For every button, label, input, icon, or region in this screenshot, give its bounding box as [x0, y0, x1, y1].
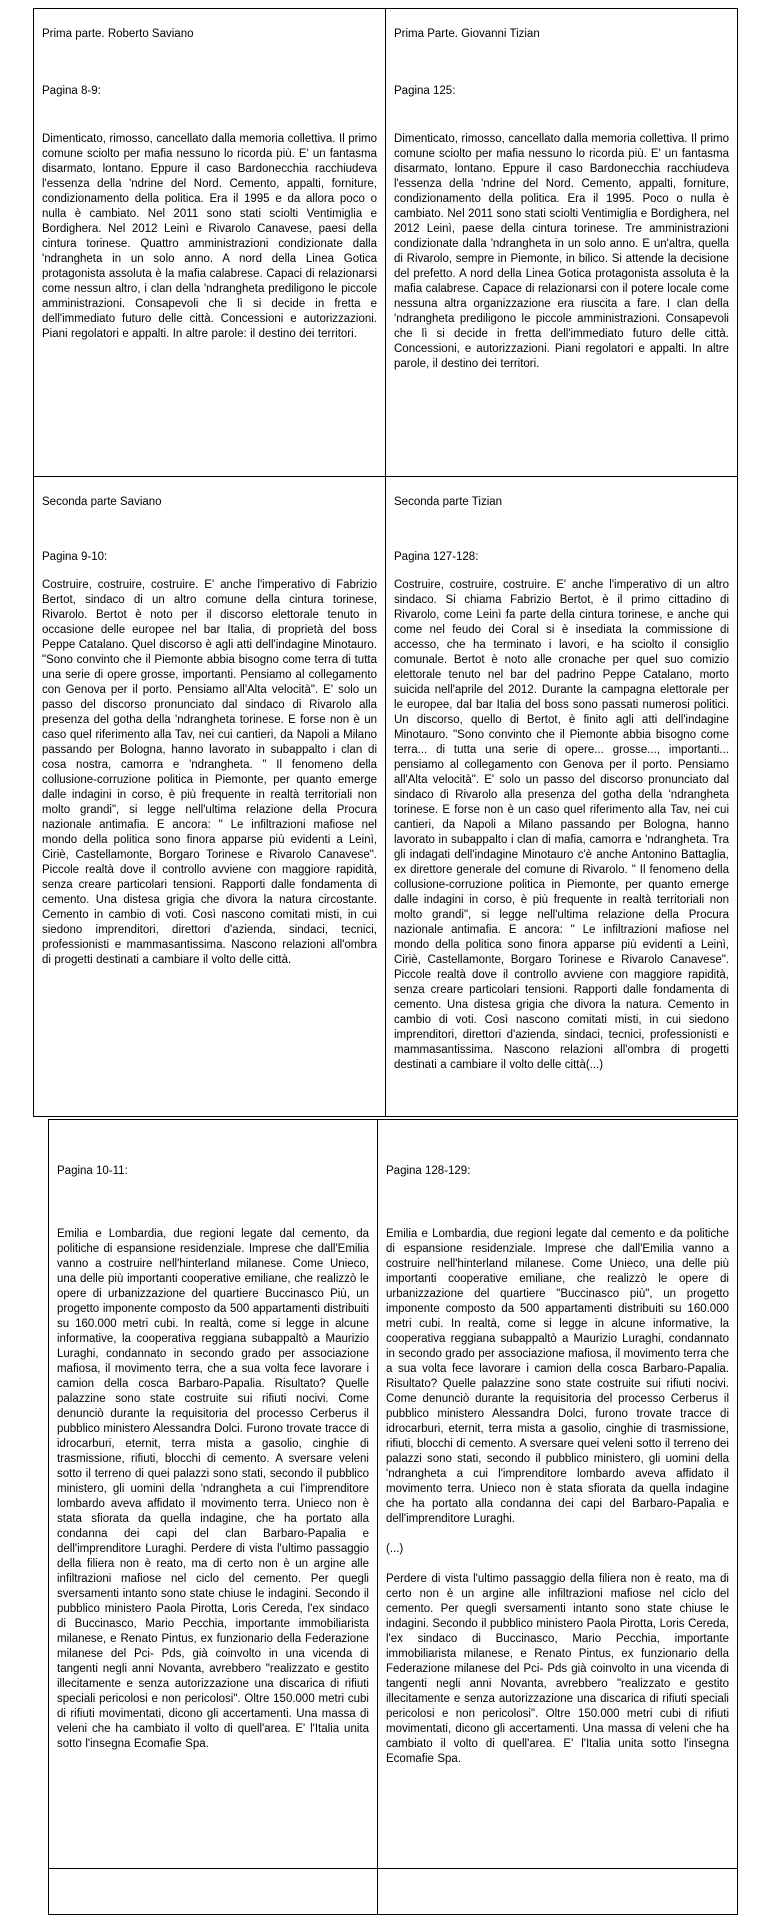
- comparison-table-2: [48, 1119, 738, 1915]
- body-text-tizian-1: Dimenticato, rimosso, cancellato dalla memoria collettiva. Il primo comune sciolto per mafia nessuno lo ricorda più. E' un fantasma disarmato, lontano. Eppure il caso Bardonecchia racchiudeva l'essenza della 'ndrine del Nord. Cemento, appalti, forniture, condizionamento della politica. Era il 1995. Poco o nulla è cambiato. Nel 2011 sono stati sciolti Ventimiglia e Bordighera, nel 2012 Leinì, paese della cintura torinese. Tre amministrazioni condizionate dalla 'ndrangheta in un solo anno. E un'altra, quella di Rivarolo, sempre in Piemonte, in bilico. Si attende la decisione del prefetto. A nord della Linea Gotica protagonista assoluta è la mafia calabrese. Capace di relazionarsi con il potere locale come nessuna altra organizzazione era riuscita a fare. I clan della 'ndrangheta prediligono le piccole amministrazioni. Consapevoli che lì si decide in fretta dell'immediato futuro delle città. Concessioni, e autorizzazioni. Piani regolatori e appalti. In altre parole, il destino dei territori.: [394, 133, 729, 370]
- body-text-saviano-3: Emilia e Lombardia, due regioni legate dal cemento, da politiche di espansione residenziale. Imprese che dall'Emilia vanno a costruire nell'hinterland milanese. Come Unieco, una delle più importanti cooperative emiliane, che realizzò le opere di urbanizzazione del quartiere Buccinasco Più, un progetto imponente composto da 500 appartamenti distribuiti su 160.000 metri cubi. In realtà, come si legge in alcune informative, la cooperativa reggiana subappaltò a Maurizio Luraghi, condannato in secondo grado per associazione mafiosa, il movimento terra, che a sua volta fece lavorare i camion della cosca Barbaro-Papalia. Risultato? Quelle palazzine sono state costruite sui rifiuti nocivi. Come denunciò durante la requisitoria del processo Cerberus il pubblico ministero Alessandra Dolci. Furono trovate tracce di idrocarburi, eternit, terra mista a gasolio, cinghie di trasmissione, rifiuti, blocchi di cemento. A sversare veleni sotto il terreno di quei palazzi sono stati, secondo il pubblico ministero, gli uomini della 'ndrangheta a cui l'imprenditore lombardo aveva affidato il movimento terra. Unieco non è stata sfiorata da quella indagine, che ha portato alla condanna dei capi del clan Barbaro-Papalia e dell'imprenditore Luraghi. Perdere di vista l'ultimo passaggio della filiera non è reato, ma di certo non è un argine alle infiltrazioni mafiose nel ciclo del cemento. Per quegli sversamenti intanto sono state chiuse le indagini. Secondo il pubblico ministero Paola Pirotta, Loris Cereda, l'ex sindaco di Buccinasco, Mario Pecchia, importante immobiliarista milanese, e Renato Pintus, ex funzionario della Federazione milanese del Pci- Pds, già coinvolto in una vicenda di tangenti negli anni Novanta, avrebbero "realizzato e gestito illecitamente e senza autorizzazione una discarica di rifiuti speciali pericolosi e non pericolosi". Oltre 150.000 metri cubi di rifiuti movimentati, dicono gli accertamenti. Una massa di veleni che ha cambiato il volto di quell'area. E' l'Italia unita sotto l'insegna Ecomafie Spa.: [57, 1228, 369, 1750]
- body-text-tizian-3b: Perdere di vista l'ultimo passaggio della filiera non è reato, ma di certo non è un argine alle infiltrazioni mafiose nel ciclo del cemento. Per quegli sversamenti intanto sono state chiuse le indagini. Secondo il pubblico ministero Paola Pirotta, Loris Cereda, l'ex sindaco di Buccinasco, Mario Pecchia, importante immobiliarista milanese, e Renato Pintus, ex funzionario della Federazione milanese del Pci- Pds già coinvolto in una vicenda di tangenti negli anni Novanta, avrebbero "realizzato e gestito illecitamente e senza autorizzazione una discarica di rifiuti speciali pericolosi e non pericolosi". Oltre 150.000 metri cubi di rifiuti movimentati, dicono gli accertamenti. Una massa di veleni che ha cambiato il volto di quell'area. E' l'Italia unita sotto l'insegna Ecomafie Spa.: [386, 1573, 729, 1765]
- body-text-tizian-3a: Emilia e Lombardia, due regioni legate dal cemento e da politiche di espansione residenziale. Imprese che dall'Emilia vanno a costruire nell'hinterland milanese. Come Unieco, una delle più importanti cooperative emiliane, che realizzò le opere di urbanizzazione del quartiere "Buccinasco più", un progetto imponente composto da 500 appartamenti distribuiti su 160.000 metri cubi. In realtà, come si legge in alcune informative, la cooperativa reggiana subappaltò a Maurizio Luraghi, condannato in secondo grado per associazione mafiosa, il movimento terra che a sua volta fece lavorare i camion della cosca Barbaro-Papalia. Risultato? Quelle palazzine sono state costruite sui rifiuti nocivi. Come denunciò durante la requisitoria del processo Cerberus il pubblico ministero Alessandra Dolci, furono trovate tracce di idrocarburi, eternit, terra mista a gasolio, cinghie di trasmissione, rifiuti, blocchi di cemento. A sversare quei veleni sotto il terreno dei palazzi sono stati, secondo il pubblico ministero, gli uomini della 'ndrangheta a cui l'imprenditore lombardo aveva affidato il movimento terra. Unieco non è stata sfiorata da quella indagine che ha portato alla condanna dei capi del Barbaro-Papalia e dell'imprenditore Luraghi.: [386, 1228, 729, 1525]
- body-text-tizian-2: Costruire, costruire, costruire. E' anche l'imperativo di un altro sindaco. Si chiama Fabrizio Bertot, è il primo cittadino di Rivarolo, come Leinì fa parte della cintura torinese, e anche qui come nel feudo dei Coral si è insediata la commissione di accesso, che ha terminato i lavori, e ha sciolto il consiglio comunale. Bertot è noto alle cronache per quel suo comizio elettorale tenuto nel bar del padrino Peppe Catalano, morto suicida nell'aprile del 2012. Durante la campagna elettorale per le europee, dal bar Italia del boss sono passati numerosi politici. Un discorso, quello di Bertot, è finito agli atti dell'indagine Minotauro. "Sono convinto che il Piemonte abbia bisogno come terra... di tutta una serie di opere... grosse..., importanti... pensiamo al collegamento con Genova per il porto. Pensiamo all'Alta velocità". E' solo un passo del discorso pronunciato dal sindaco di Rivarolo alla presenza del gotha della 'ndrangheta torinese. E forse non è un caso quel riferimento alla Tav, nei cui cantieri, da Napoli a Milano passando per Bologna, hanno lavorato in subappalto i clan di mafia, camorra e 'ndrangheta. Tra gli indagati dell'indagine Minotauro c'è anche Antonino Battaglia, ex direttore generale del comune di Rivarolo. " Il fenomeno della collusione-corruzione politica in Piemonte, per quanto emerge dalle indagini in corso, è più frequente in realtà territoriali non molto grandi", si legge nell'ultima relazione della Procura nazionale antimafia. E ancora: " Le infiltrazioni mafiose nel mondo della politica sono finora apparse più evidenti a Leinì, Ciriè, Castellamonte, Borgaro Torinese e Rivarolo Canavese". Piccole realtà dove il controllo avviene con maggiore rapidità, senza creare particolari tensioni. Rapporti dalle fondamenta di cemento. Una distesa grigia che divora la natura. Cemento in cambio di voti. Così nascono comitati misti, in cui siedono imprenditori, direttori d'azienda, sindaci, tecnici, professionisti e mammasantissima. Nascono relazioni all'ombra di progetti destinati a cambiare il volto delle città(...): [394, 579, 729, 1071]
- comparison-table-1: [33, 8, 738, 1117]
- cell-title-tizian-1: Prima Parte. Giovanni Tizian: [394, 28, 540, 40]
- cell-title-tizian-2: Seconda parte Tizian: [394, 496, 503, 508]
- page-label-saviano-3: Pagina 10-11:: [57, 1165, 128, 1177]
- empty-cell-right: [378, 1869, 738, 1915]
- page-label-tizian-3: Pagina 128-129:: [386, 1165, 471, 1177]
- cell-prima-parte-tizian: [386, 9, 738, 477]
- page-label-tizian-2: Pagina 127-128:: [394, 551, 479, 563]
- page-label-tizian-1: Pagina 125:: [394, 85, 456, 97]
- cell-prima-parte-saviano: [34, 9, 386, 477]
- page-label-saviano-2: Pagina 9-10:: [42, 551, 108, 563]
- cell-terza-parte-tizian: [378, 1120, 738, 1869]
- cell-terza-parte-saviano: [49, 1120, 378, 1869]
- body-text-saviano-2: Costruire, costruire, costruire. E' anche l'imperativo di Fabrizio Bertot, sindaco di un altro comune della cintura torinese, Rivarolo. Bertot è noto per il discorso elettorale tenuto in occasione delle europee nel bar Italia, di proprietà del boss Peppe Catalano. Quel discorso è agli atti dell'indagine Minotauro. "Sono convinto che il Piemonte abbia bisogno come terra di tutta una serie di opere grosse, importanti. Pensiamo al collegamento con Genova per il porto. Pensiamo all'Alta velocità". E' solo un passo del discorso pronunciato dal sindaco di Rivarolo alla presenza del gotha della 'ndrangheta torinese. E forse non è un caso quel riferimento alla Tav, nei cui cantieri, da Napoli a Milano passando per Bologna, hanno lavorato in subappalto i clan di cosa nostra, camorra e 'ndrangheta. " Il fenomeno della collusione-corruzione politica in Piemonte, per quanto emerge dalle indagini in corso, è più frequente in realtà territoriali non molto grandi", si legge nell'ultima relazione della Procura nazionale antimafia. E ancora: " Le infiltrazioni mafiose nel mondo della politica sono finora apparse più evidenti a Leinì, Ciriè, Castellamonte, Borgaro Torinese e Rivarolo Canavese". Piccole realtà dove il controllo avviene con maggiore rapidità, senza creare particolari tensioni. Rapporti dalle fondamenta di cemento. Una distesa grigia che divora la natura circostante. Cemento in cambio di voti. Così nascono comitati misti, in cui siedono imprenditori, direttori d'azienda, sindaci, tecnici, professionisti e mammasantissima. Nascono relazioni all'ombra di progetti destinati a cambiare il volto delle città.: [42, 579, 377, 966]
- omission-marker: (...): [386, 1543, 404, 1555]
- cell-seconda-parte-tizian: [386, 477, 738, 1117]
- cell-title-saviano-2: Seconda parte Saviano: [42, 496, 162, 508]
- page-label-saviano-1: Pagina 8-9:: [42, 85, 101, 97]
- cell-seconda-parte-saviano: [34, 477, 386, 1117]
- empty-cell-left: [49, 1869, 378, 1915]
- body-text-saviano-1: Dimenticato, rimosso, cancellato dalla memoria collettiva. Il primo comune sciolto per mafia nessuno lo ricorda più. E' un fantasma disarmato, lontano. Eppure il caso Bardonecchia racchiudeva l'essenza della 'ndrine del Nord. Cemento, appalti, forniture, condizionamento della politica. Era il 1995 e da allora poco o nulla è cambiato. Nel 2011 sono stati sciolti Ventimiglia e Bordighera. Nel 2012 Leinì e Rivarolo Canavese, paesi della cintura torinese. Quattro amministrazioni condizionate dalla 'ndrangheta in un solo anno. A nord della Linea Gotica protagonista assoluta è la mafia calabrese. Capaci di relazionarsi come nessun altro, i clan della 'ndrangheta prediligono le piccole amministrazioni. Consapevoli che lì si decide in fretta e dell'immediato futuro delle città. Concessioni e autorizzazioni. Piani regolatori e appalti. In altre parole: il destino dei territori.: [42, 133, 377, 340]
- cell-title-saviano-1: Prima parte. Roberto Saviano: [42, 28, 194, 40]
